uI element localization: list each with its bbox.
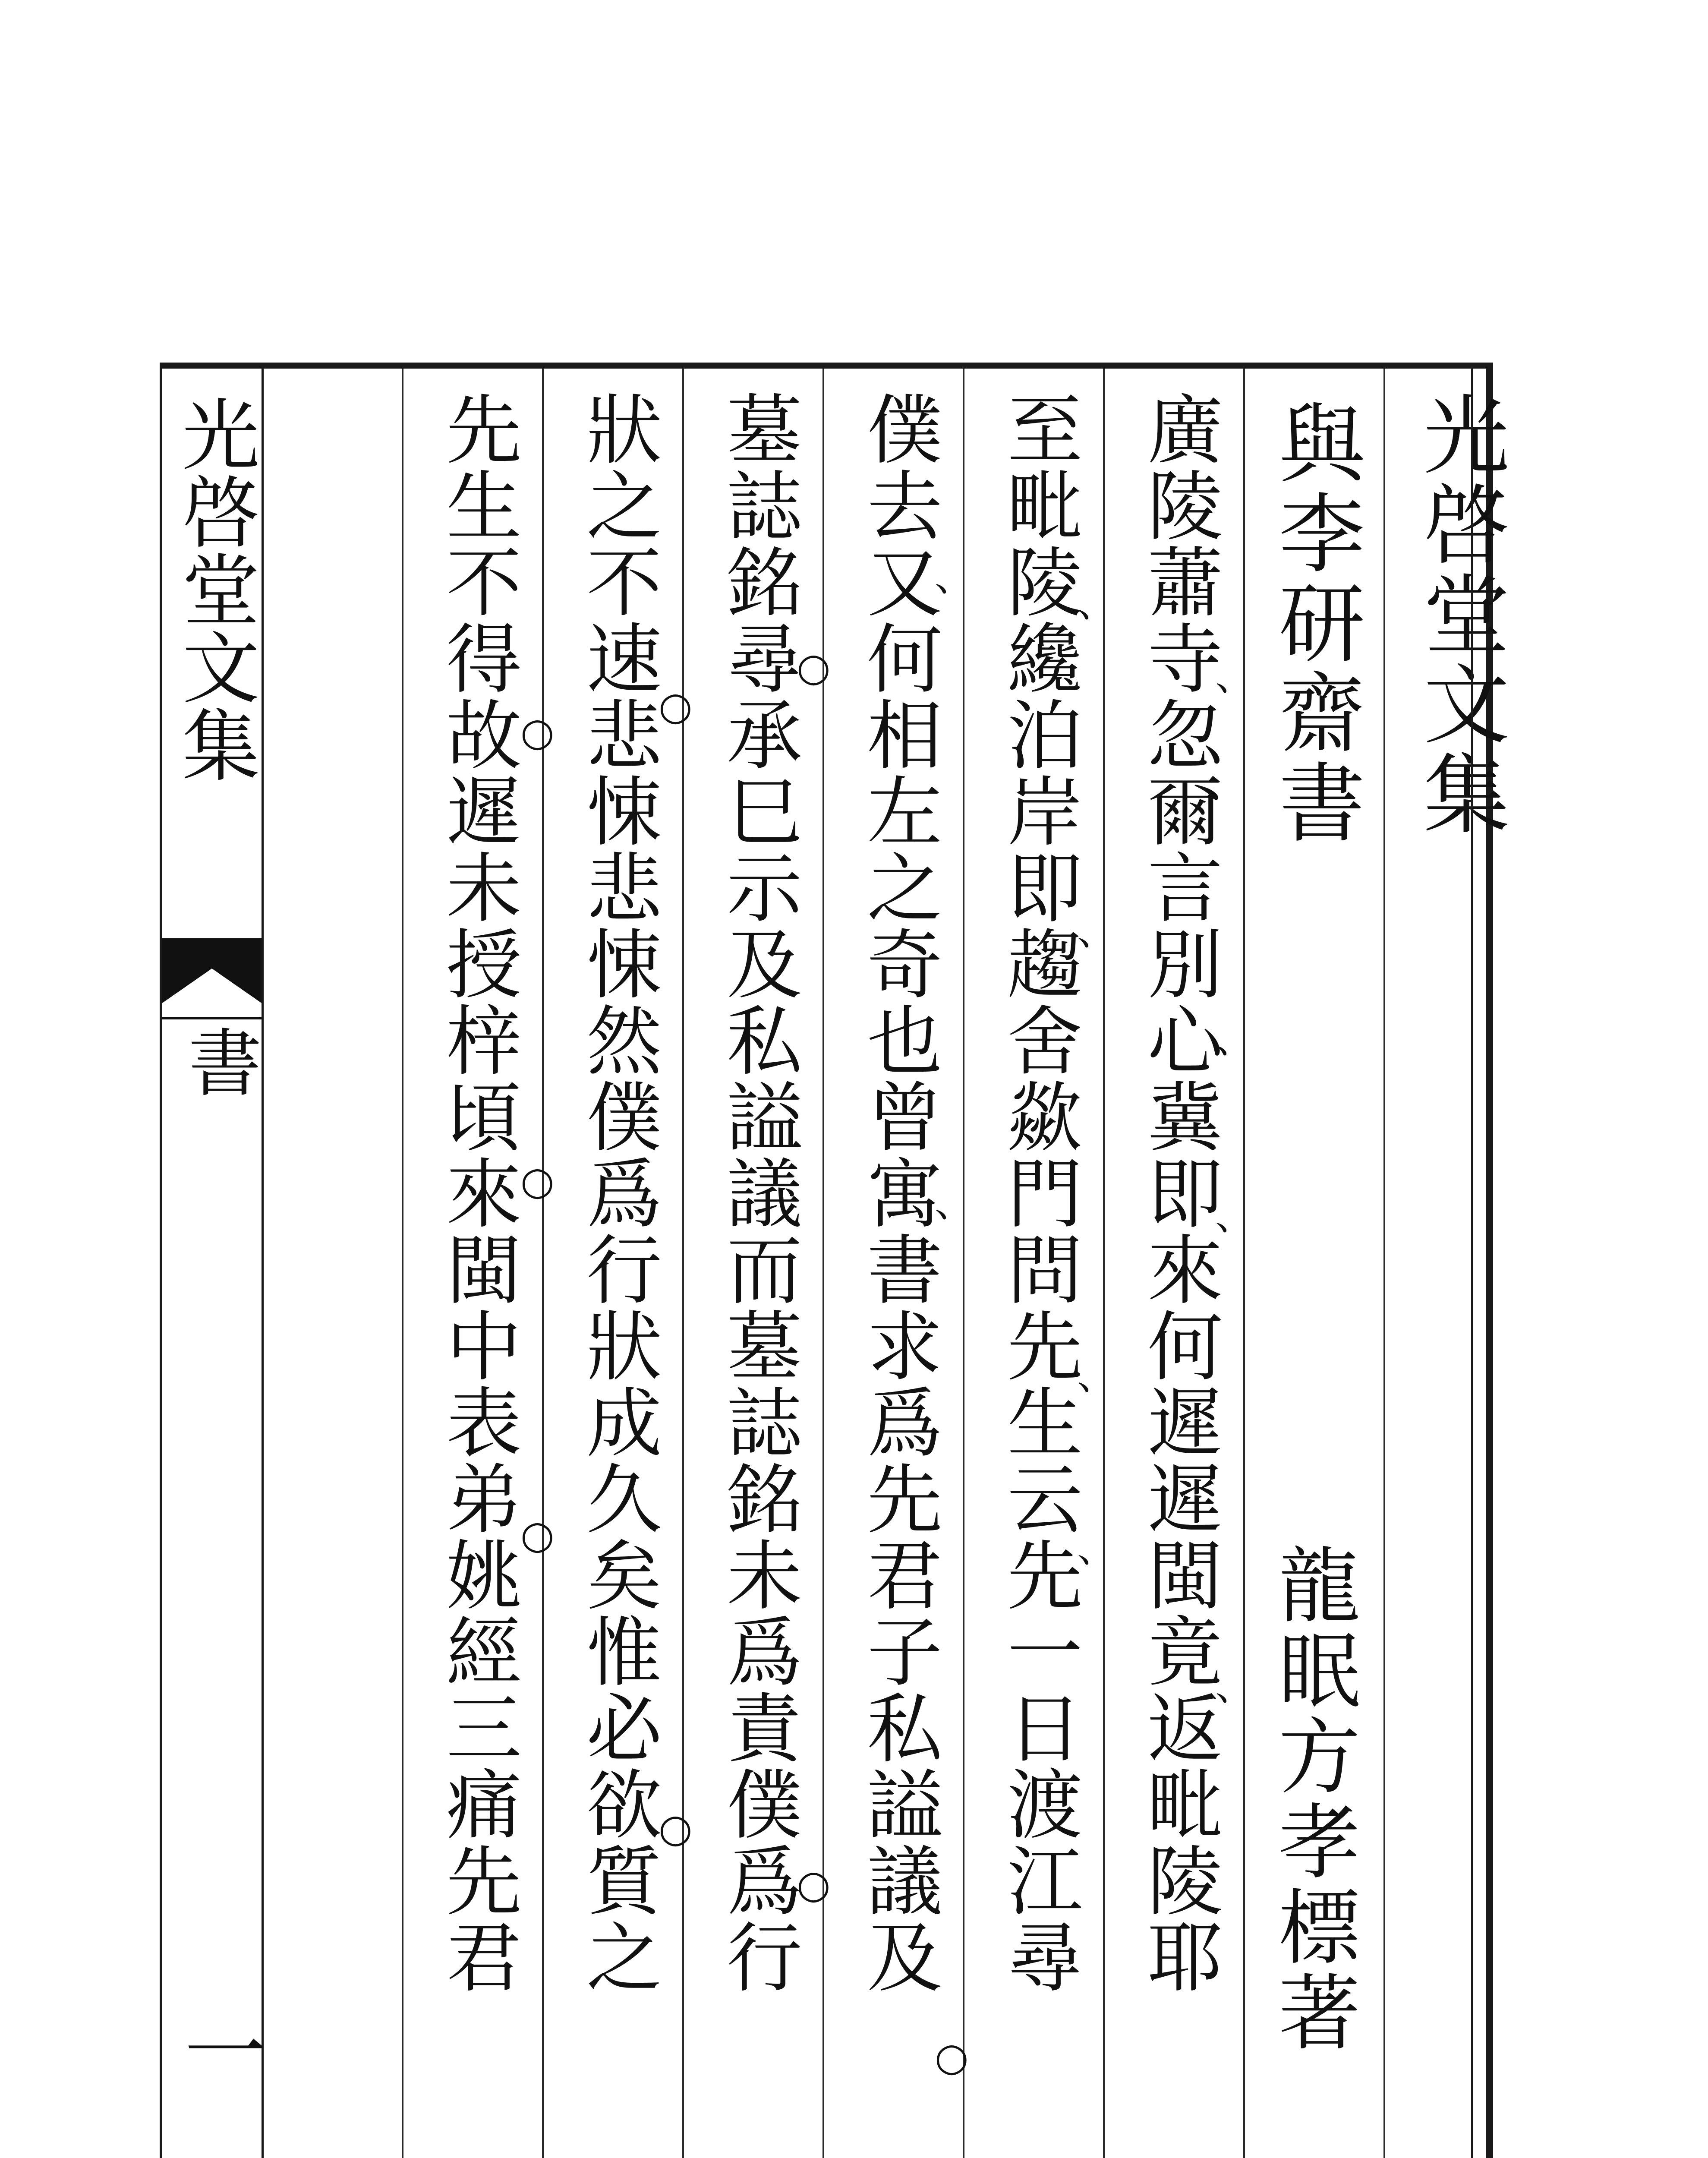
page-frame	[160, 363, 1509, 2158]
reading-mark: ○	[935, 2035, 969, 2080]
reading-mark: 、	[1215, 654, 1254, 699]
margin-book-title: 光啓堂文集	[169, 394, 259, 783]
reading-mark: 、	[1077, 1353, 1116, 1398]
body-column-6: 先生不得故遲未授梓頃來閩中表弟姚經三痛先君	[434, 390, 521, 1994]
body-column-2: 至毗陵纔泊岸即趨舍歘門問先生云先一日渡江尋	[995, 390, 1082, 1994]
body-column-5: 狀之不速悲悚悲悚然僕爲行狀成久矣惟必欲質之	[574, 390, 662, 1994]
reading-mark: ○	[659, 1806, 693, 1851]
reading-mark: ○	[520, 1158, 555, 1204]
book-title: 光啓堂文集	[1409, 390, 1509, 839]
reading-mark: 、	[1077, 1526, 1116, 1571]
reading-mark: ○	[520, 1512, 555, 1558]
column-rule	[1243, 369, 1245, 2158]
margin-page-number: 一	[171, 2009, 266, 2091]
fishtail-ornament	[162, 938, 262, 1020]
column-rule	[963, 369, 964, 2158]
reading-mark: ○	[520, 710, 555, 755]
margin-strip	[162, 369, 264, 2158]
reading-mark: 、	[1077, 581, 1116, 626]
column-rule	[682, 369, 684, 2158]
reading-mark: 、	[1215, 1193, 1254, 1239]
body-column-4: 墓誌銘尋承巳示及私謚議而墓誌銘未爲責僕爲行	[714, 390, 802, 1994]
reading-mark: ○	[659, 684, 693, 729]
reading-mark: ○	[797, 645, 831, 690]
column-rule	[542, 369, 544, 2158]
reading-mark: ○	[797, 1862, 831, 1907]
reading-mark: 、	[1077, 909, 1116, 954]
reading-mark: 、	[1215, 1016, 1254, 1062]
column-rule	[1383, 369, 1385, 2158]
reading-mark: 、	[935, 1180, 974, 1226]
frame-inner-rule	[1471, 369, 1473, 2158]
author-line: 龍眠方孝標著	[1265, 1543, 1360, 2055]
reading-mark: 、	[1215, 1664, 1254, 1709]
column-rule	[402, 369, 403, 2158]
essay-title: 與李研齋書	[1264, 399, 1365, 848]
column-rule	[1103, 369, 1105, 2158]
body-column-1: 廣陵蕭寺忽爾言別心冀即來何遲遲閩竟返毗陵耶	[1135, 390, 1223, 1994]
margin-section-label: 書	[176, 1025, 261, 1098]
reading-mark: 、	[935, 555, 974, 600]
body-column-3: 僕去又何相左之奇也曾寓書求爲先君子私謚議及	[854, 390, 942, 1994]
